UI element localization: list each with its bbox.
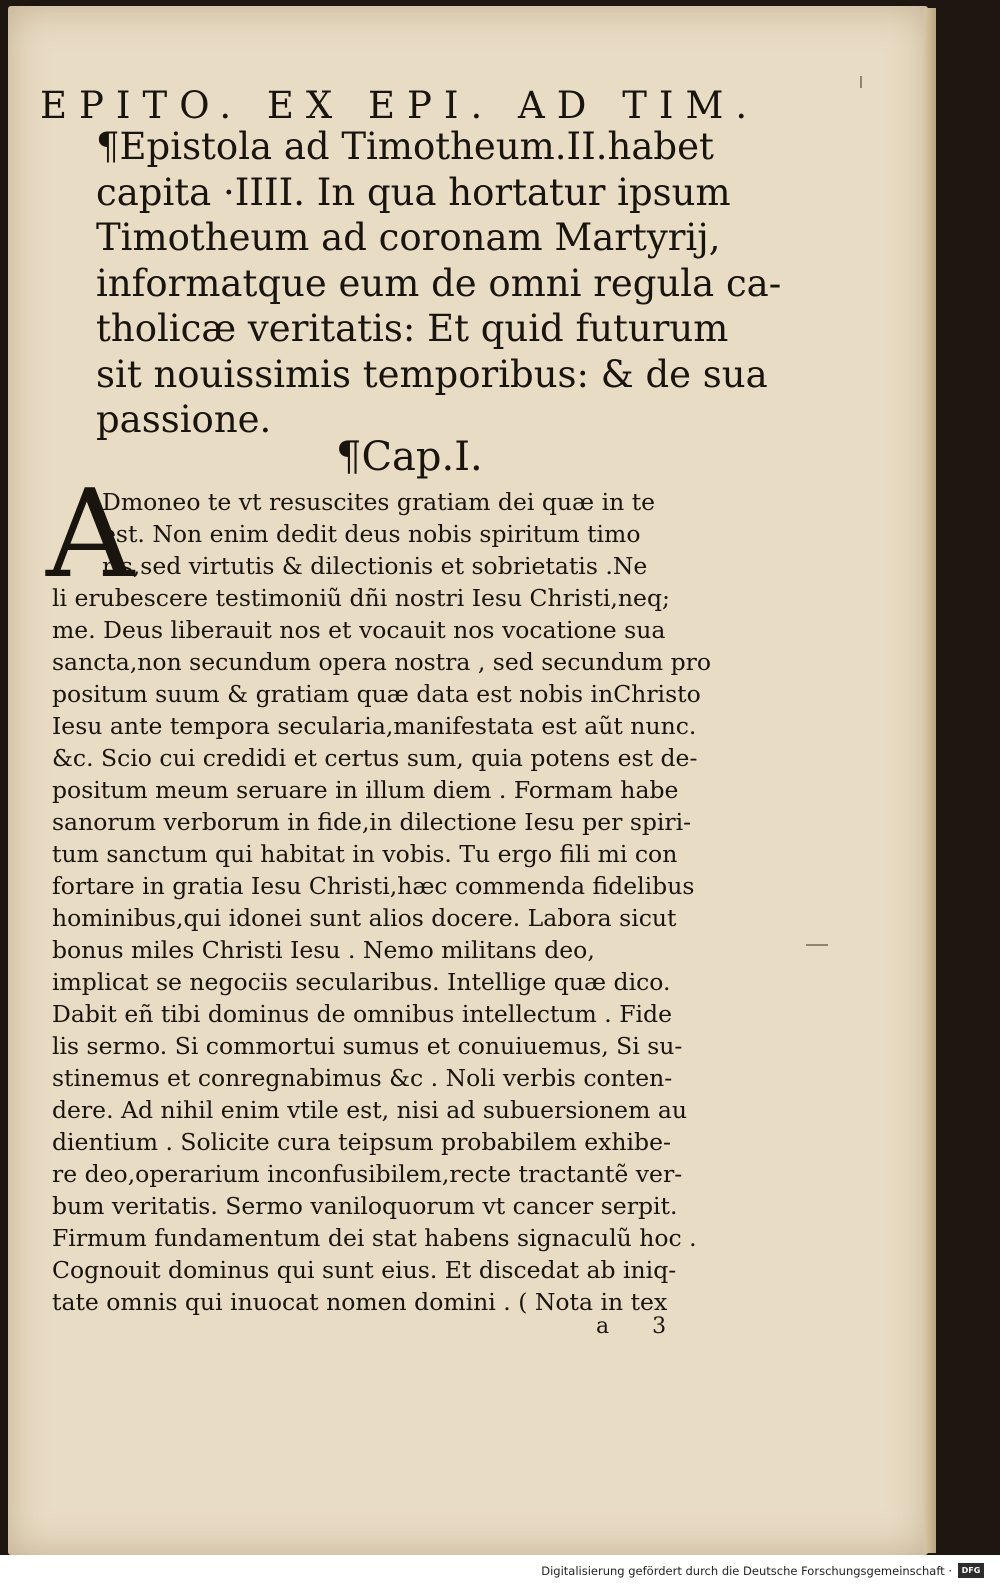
- body-line: tum sanctum qui habitat in vobis. Tu ergo fili mi con: [52, 840, 678, 868]
- footer-bar: [0, 1555, 1000, 1587]
- dfg-logo-icon: DFG: [958, 1563, 984, 1578]
- body-line: fortare in gratia Iesu Christi,hæc commenda fidelibus: [52, 872, 695, 900]
- body-line: implicat se negociis secularibus. Intellige quæ dico.: [52, 968, 671, 996]
- body-line: Iesu ante tempora secularia,manifestata est aũt nunc.: [52, 712, 697, 740]
- running-head: EPITO. EX EPI. AD TIM.: [40, 84, 760, 127]
- margin-mark: [806, 944, 828, 946]
- margin-mark: [860, 76, 862, 88]
- body-line: Firmum fundamentum dei stat habens signaculũ hoc .: [52, 1224, 697, 1252]
- body-line: re deo,operarium inconfusibilem,recte tractantẽ ver-: [52, 1160, 683, 1188]
- body-line: positum meum seruare in illum diem . Formam habe: [52, 776, 679, 804]
- chapter-heading: ¶Cap.I.: [336, 434, 483, 480]
- body-line: est. Non enim dedit deus nobis spiritum timo: [102, 520, 641, 548]
- body-line: positum suum & gratiam quæ data est nobis inChristo: [52, 680, 701, 708]
- body-line: tate omnis qui inuocat nomen domini . ( Nota in tex: [52, 1288, 668, 1316]
- body-line: sanorum verborum in fide,in dilectione Iesu per spiri-: [52, 808, 692, 836]
- argument-block: [96, 124, 782, 443]
- body-line: me. Deus liberauit nos et vocauit nos vocatione sua: [52, 616, 666, 644]
- book-page: [8, 6, 928, 1555]
- argument-line: tholicæ veritatis: Et quid futurum: [96, 307, 729, 350]
- body-line: hominibus,qui idonei sunt alios docere. Labora sicut: [52, 904, 677, 932]
- argument-line: informatque eum de omni regula ca-: [96, 261, 782, 305]
- decorated-initial: A: [46, 463, 135, 605]
- body-line: bum veritatis. Sermo vaniloquorum vt cancer serpit.: [52, 1192, 678, 1220]
- footer-credit: Digitalisierung gefördert durch die Deutsche Forschungsgemeinschaft ·: [541, 1564, 952, 1578]
- body-line: lis sermo. Si commortui sumus et conuiuemus, Si su-: [52, 1032, 683, 1060]
- argument-line: sit nouissimis temporibus: & de sua: [96, 352, 768, 396]
- signature-mark: a 3: [596, 1314, 685, 1339]
- argument-line: passione.: [96, 398, 272, 441]
- body-line: sancta,non secundum opera nostra , sed secundum pro: [52, 648, 711, 676]
- body-line: Dmoneo te vt resuscites gratiam dei quæ in te: [102, 488, 656, 516]
- body-line: dientium . Solicite cura teipsum probabilem exhibe-: [52, 1128, 671, 1156]
- argument-line: Timotheum ad coronam Martyrij,: [96, 216, 721, 259]
- body-line: dere. Ad nihil enim vtile est, nisi ad subuersionem au: [52, 1096, 687, 1124]
- body-line: ris,sed virtutis & dilectionis et sobrietatis .Ne: [102, 552, 648, 580]
- body-line: &c. Scio cui credidi et certus sum, quia potens est de-: [52, 744, 698, 772]
- argument-line: ¶Epistola ad Timotheum.II.habet: [96, 125, 714, 168]
- body-line: Cognouit dominus qui sunt eius. Et discedat ab iniq-: [52, 1256, 677, 1284]
- body-line: bonus miles Christi Iesu . Nemo militans deo,: [52, 936, 595, 964]
- body-line: stinemus et conregnabimus &c . Noli verbis conten-: [52, 1064, 673, 1092]
- body-line: li erubescere testimoniũ dñi nostri Iesu Christi,neq;: [52, 584, 670, 612]
- argument-line: capita ·IIII. In qua hortatur ipsum: [96, 170, 731, 214]
- body-line: Dabit eñ tibi dominus de omnibus intellectum . Fide: [52, 1000, 672, 1028]
